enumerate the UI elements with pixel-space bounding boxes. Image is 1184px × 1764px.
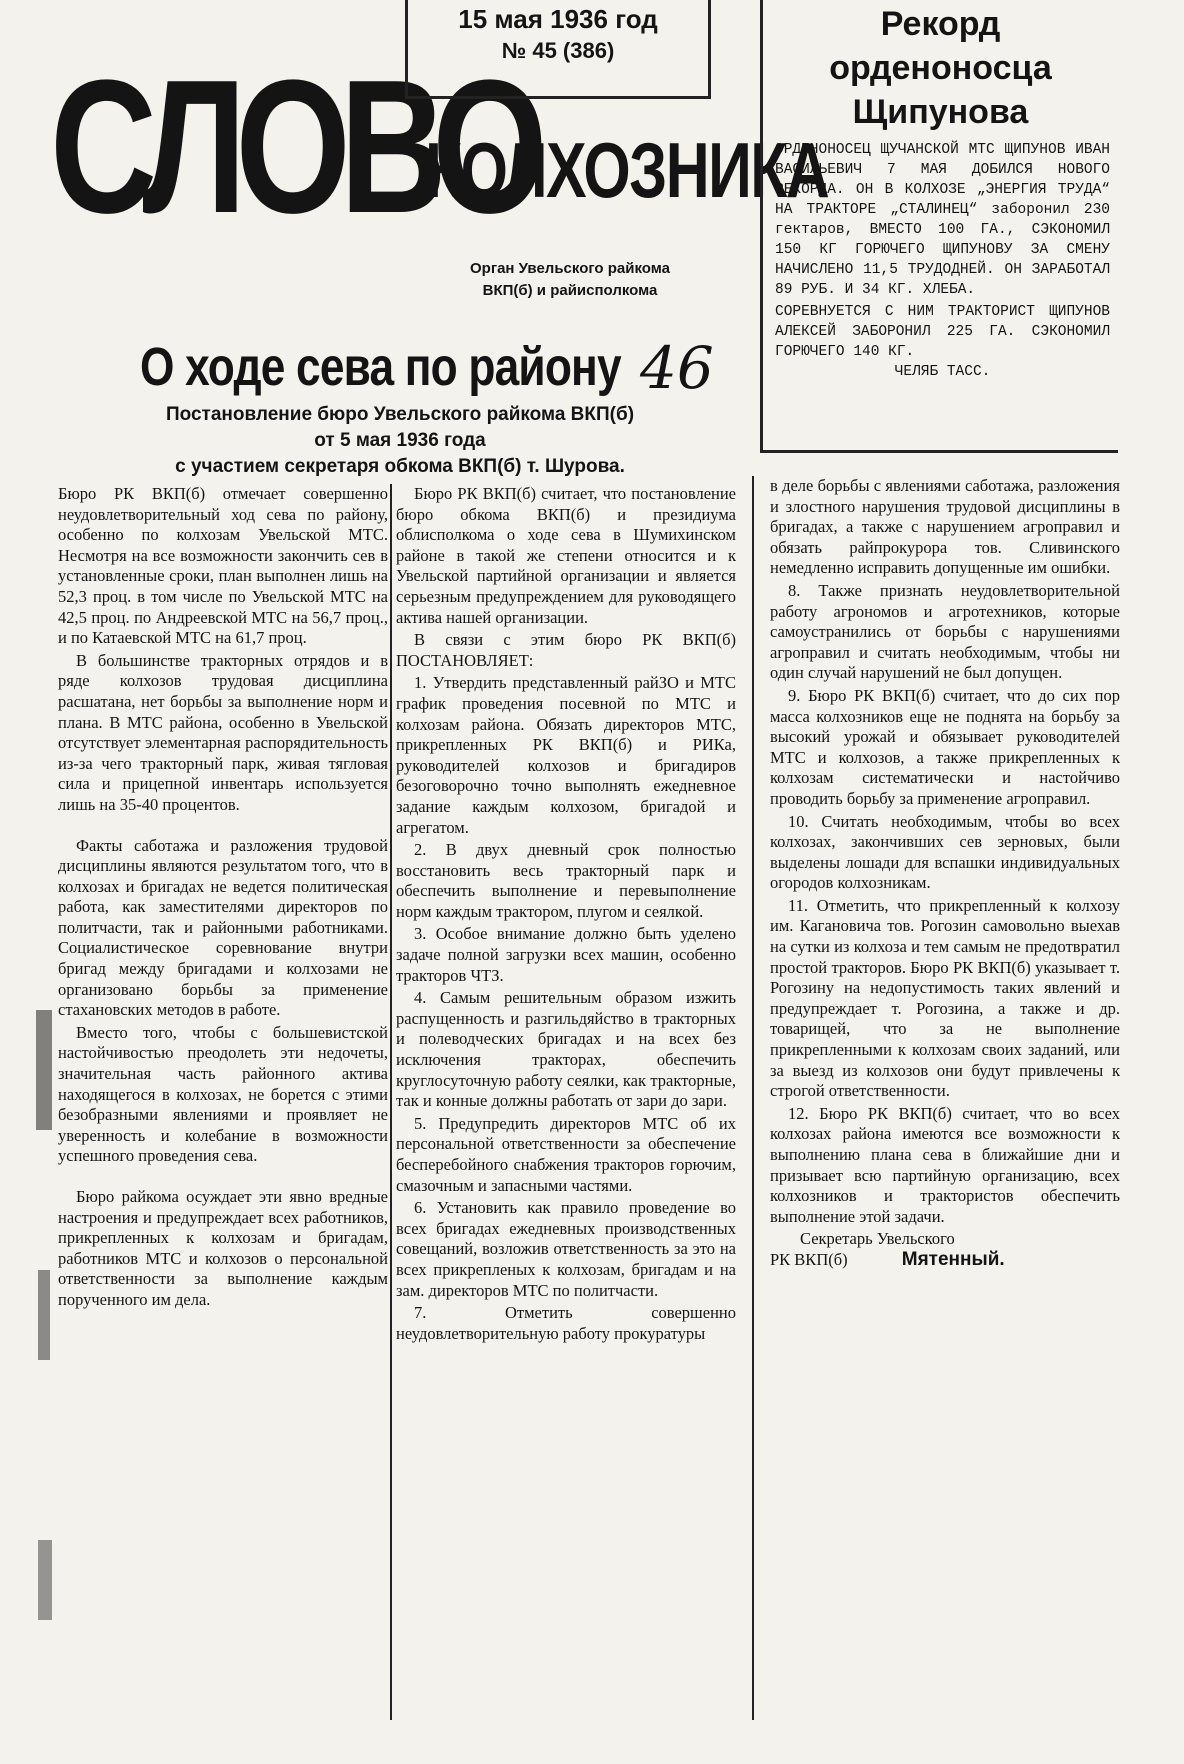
organ-line [420, 258, 720, 302]
subhead-line-2: от 5 мая 1936 года [314, 430, 486, 451]
sidebar-title: Рекорд орденоносца Щипунова [829, 5, 1052, 131]
sidebar-news [760, 0, 1118, 453]
sidebar-text: ОРДЕНОНОСЕЦ ЩУЧАНСКОЙ МТС ЩИПУНОВ ИВАН ВАСИЛЬЕВИЧ 7 МАЯ ДОБИЛСЯ НОВОГО РЕКОРДА. ОН В КОЛХОЗЕ „ЭНЕРГИЯ ТРУДА“ НА ТРАКТОРЕ „СТАЛИНЕЦ“ заборонил 230 гектаров, ВМЕСТО 100 ГА., СЭКОНОМИЛ 150 КГ ГОРЮЧЕГО ЩИПУНОВУ ЗА СМЕНУ НАЧИСЛЕНО 11,5 ТРУДОДНЕЙ. ОН ЗАРАБОТАЛ 89 РУБ. И 34 КГ. ХЛЕБА. [775, 142, 1110, 298]
column-rule-1 [390, 484, 392, 1720]
paragraph: 3. Особое внимание должно быть уделено задаче полной загрузки всех машин, особенно тракторов ЧТЗ. [396, 924, 736, 985]
paragraph: В большинстве тракторных отрядов и в ряде колхозов трудовая дисциплина расшатана, нет борьбы за выполнение норм и плана. В МТС района, особенно в Увельской отсутствует элементарная распорядительность из-за чего тракторный парк, живая тягловая сила и прицепной инвентарь используется лишь на 35-40 процентов. [58, 650, 388, 814]
paragraph: 8. Также признать неудовлетворительной работу агрономов и агротехников, которые самоустранились от борьбы с нарушениями агроправил и считать необходимым, чтобы ни один случай нарушений не был допущен. [770, 580, 1120, 683]
article-column-2 [396, 484, 736, 1346]
paragraph: 10. Считать необходимым, чтобы во всех колхозах, закончивших сев зерновых, были выделены лошади для вспашки индивидуальных огородов колхозникам. [770, 811, 1120, 893]
paragraph: Бюро РК ВКП(б) отмечает совершенно неудовлетворительный ход сева по району, особенно по колхозам Увельской МТС. Несмотря на все возможности закончить сев в установленные сроки, план выполнен лишь на 52,3 проц. в том числе по Увельской МТС на 42,5 проц. по Андреевской МТС на 56,7 проц., и по Катаевской МТС на 61,7 проц. [58, 484, 388, 648]
paragraph: 2. В двух дневный срок полностью восстановить весь тракторный парк и обеспечить выполнение и перевыполнение норм каждым трактором, плугом и сеялкой. [396, 840, 736, 921]
paragraph: 5. Предупредить директоров МТС об их персональной ответственности за обеспечение бесперебойного снабжения тракторов горючим, смазочным и запасными частями. [396, 1113, 736, 1195]
signature-name: Мятенный. [901, 1248, 1005, 1270]
paragraph: 1. Утвердить представленный райЗО и МТС график проведения посевной по МТС и колхозам района. Обязать директоров МТС, прикрепленных РК ВКП(б) и РИКа, руководителей колхозов и бригадиров безоговорочно точно выполнять ежедневное задание каждым колхозом, бригадой и агрегатом. [396, 673, 736, 837]
paragraph: Бюро райкома осуждает эти явно вредные настроения и предупреждает всех работников, прикрепленных к колхозам и бригадам, работников МТС и колхозов о персональной ответственности за выполнение каждым порученного им дела. [58, 1187, 388, 1309]
article-column-3 [770, 476, 1120, 1271]
organ-line-1: Орган Увельского райкома [470, 260, 670, 277]
subhead-line-1: Постановление бюро Увельского райкома ВКП(б) [165, 404, 635, 425]
subhead-line-3: с участием секретаря обкома ВКП(б) т. Шурова. [175, 456, 625, 477]
paragraph: 9. Бюро РК ВКП(б) считает, что до сих пор масса колхозников еще не поднята на борьбу за высокий урожай и обязывает руководителей МТС и колхозов, а также прикрепленных к колхозам систематически и настойчиво проводить борьбу за применение агроправил. [770, 685, 1120, 808]
column-rule-2 [752, 476, 754, 1720]
scan-smudge [38, 1540, 52, 1620]
paragraph: 7. Отметить совершенно неудовлетворительную работу прокуратуры [396, 1303, 736, 1343]
sidebar-source: ЧЕЛЯБ ТАСС. [894, 364, 991, 380]
signature-line-2 [770, 1250, 1120, 1271]
sidebar-text-2: СОРЕВНУЕТСЯ С НИМ ТРАКТОРИСТ ЩИПУНОВ АЛЕКСЕЙ ЗАБОРОНИЛ 225 ГА. СЭКОНОМИЛ ГОРЮЧЕГО 140 КГ. [775, 304, 1110, 360]
handwritten-note: 46 [640, 334, 714, 402]
article-column-1 [58, 484, 388, 1313]
article-subhead [40, 402, 760, 480]
scan-smudge [36, 1010, 52, 1130]
article-headline: О ходе сева по району [140, 337, 621, 397]
paragraph: Вместо того, чтобы с большевистской настойчивостью преодолеть эти недочеты, значительная часть районного актива находящегося в колхозах, не борется с этими безобразными явлениями и проявляет не уверенность и колебание в возможности успешного проведения сева. [58, 1022, 388, 1166]
signature-line-1: Секретарь Увельского [800, 1229, 955, 1249]
paragraph: 4. Самым решительным образом изжить распущенность и разгильдяйство в тракторных и полеводческих бригадах и на всех без исключения тракторах, обеспечить круглосуточную работу сеялки, как тракторные, так и конные должны работать от зари до зари. [396, 988, 736, 1111]
paragraph: 11. Отметить, что прикрепленный к колхозу им. Кагановича тов. Рогозин самовольно выехав на сутки из колхоза и тем самым не предотвратил простой тракторов. Бюро РК ВКП(б) указывает т. Рогозину на недопустимость таких явлений и предупреждает т. Рогозина, а также и др. товарищей, что за не выполнение прикрепленными к колхозам своих заданий, или за выезд из колхозов они будут привлечены к строгой ответственности. [770, 895, 1120, 1101]
paragraph: В связи с этим бюро РК ВКП(б) ПОСТАНОВЛЯЕТ: [396, 630, 736, 670]
paragraph: 12. Бюро РК ВКП(б) считает, что во всех колхозах района имеются все возможности к выполнению плана сева в ближайшие дни и призывает всю партийную организацию, всех колхозников и трактористов обеспечить выполнение этой задачи. [770, 1103, 1120, 1226]
paragraph: Бюро РК ВКП(б) считает, что постановление бюро обкома ВКП(б) и президиума облисполкома о ходе сева в Шумихинском районе в такой же степени относится и к Увельской партийной организации и является серьезным предупреждением для руководящего актива нашей организации. [396, 484, 736, 627]
masthead-title: СЛОВО [50, 41, 537, 253]
masthead-subtitle: КОЛХОЗНИКА [425, 126, 829, 214]
issue-number: № 45 (386) [501, 38, 615, 63]
paragraph: 6. Установить как правило проведение во всех бригадах ежедневных производственных совещаний, возложив ответственность за это на всех прикрепленых к колхозам, бригадам и на зам. директоров МТС по политчасти. [396, 1198, 736, 1300]
scan-smudge [38, 1270, 50, 1360]
issue-box [405, 0, 711, 99]
paragraph: Факты саботажа и разложения трудовой дисциплины являются результатом того, что в колхозах и бригадах не ведется политическая работа, как заместителями директоров по политчасти, так и районными работниками. Социалистическое соревнование внутри бригад между бригадами и колхозами не организовано борьбы за применение стахановских методов в работе. [58, 835, 388, 1020]
issue-date: 15 мая 1936 год [458, 4, 658, 34]
organ-line-2: ВКП(б) и райисполкома [482, 282, 658, 299]
paragraph: в деле борьбы с явлениями саботажа, разложения и злостного нарушения трудовой дисциплины в бригадах, а также с нарушением агроправил и обязать райпрокурора тов. Сливинского немедленно исправить допущенные им ошибки. [770, 476, 1120, 578]
signature-org: РК ВКП(б) [770, 1249, 848, 1269]
signature [770, 1229, 1120, 1270]
